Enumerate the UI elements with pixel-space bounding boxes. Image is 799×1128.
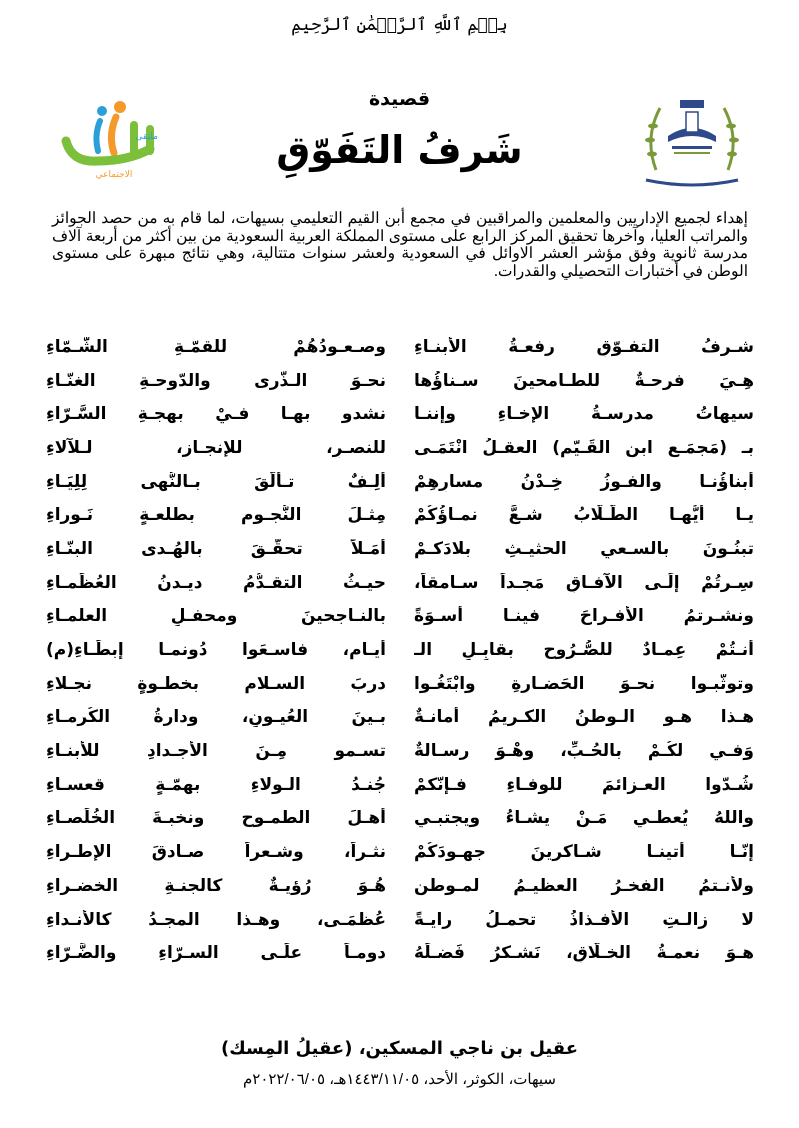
verse [40,330,760,364]
verse-second-half: هُـوَ رُؤيـةٌ كالجنـةِ الخضـراءِ [46,875,386,896]
verse-second-half: عُظمَـى، وهـذا المجـدُ كالأنـداءِ [46,909,386,930]
verse [40,869,760,903]
verse [40,667,760,701]
verse-first-half: وَفـي لكُـمْ بالحُـبِّ، وهْـوَ رسـالةٌ [414,741,754,762]
verse-first-half: أنـتُمْ عِمـادٌ للصُّـرُوحِ بقابِـلِ الـ [414,640,754,661]
verse-second-half: جُنـدُ الـولاءِ بهمّـةٍ قعسـاءِ [46,774,386,795]
verse-first-half: إنّـا أتينـا شـاكرينَ جهـودَكُمْ [414,842,754,863]
verse [40,768,760,802]
verse-second-half: حيـثُ التقـدُّمُ ديـدنُ العُظَمـاءِ [46,572,386,593]
verse-first-half: سِـرتُمْ إلَـى الآفـاقِ مَجـداً سـامقاً، [414,572,754,593]
verse-second-half: تسـمو مِـنَ الأجـدادِ للأبنـاءِ [46,741,386,762]
verse-second-half: نثـراً، وشـعراً صـادقَ الإطـراءِ [46,842,386,863]
verse-first-half: وتوثّبـوا نحـوَ الحَضـارةِ وابْتَغُـوا [414,673,754,694]
verse-second-half: دومـاً علَـى السـرّاءِ والضَّـرّاءِ [46,943,386,964]
date-line: سيهات، الكوثر، الأحد، ١٤٤٣/١١/٠٥هـ، ٢٠٢٢/٠٦/٠٥م [242,1071,557,1088]
verse-second-half: أيـامِ، فاسـعَوا دُونمـا إبطَـاءِ(م) [46,640,386,661]
verse-first-half: هـوَ نعمـةُ الخـلّاقِ، نَشـكرُ فَضـلَهُ [414,943,754,964]
verse-first-half: شُـدّوا العـزائمَ للوفـاءِ فـإنّكمْ [414,774,754,795]
verse-second-half: مِثـلَ النُّجـومِ بطلعـةٍ نَـوراءِ [46,505,386,526]
verse [40,465,760,499]
verse-second-half: للنصـرِ، للإنجـازِ، لـلآلاءِ [46,437,386,458]
verse-second-half: بالنـاجحينَ ومحفـلِ العلمـاءِ [46,606,386,627]
verse [40,498,760,532]
verse-second-half: وصـعـودُهُمْ للقمّـةِ الشَّـمّاءِ [46,336,386,357]
verse-first-half: تبنُـونَ بالسـعيِ الحثيـثِ بلادَكـمْ [414,538,754,559]
verse-first-half: يـا أيُّهـا الطُّـلّابُ شـعَّ نمـاؤُكُمْ [414,505,754,526]
verse-first-half: بـ (مَجمَـعِ ابنِ القَـيّمِ) العقـلُ انْتَمَـى [414,437,754,458]
verse-first-half: واللهُ يُعطـي مَـنْ يشـاءُ ويجتبـي [414,808,754,829]
verse [40,903,760,937]
logo-left-line1: ملتقى [135,132,158,142]
verse-second-half: بـينَ العُيـونِ، ودارةُ الكُرمـاءِ [46,707,386,728]
verse-first-half: لا زالـتِ الأفـذاذُ تحمـلُ رايـةً [414,909,754,930]
poem-body [40,330,760,970]
verse-second-half: أمَـلاً تحقّـقَ بالهُـدى البنّـاءِ [46,538,386,559]
verse-first-half: سيهاتُ مدرسـةُ الإخـاءِ وإننـا [414,404,754,425]
verse-first-half: شـرفُ التفـوّقِ رفعـةُ الأبنـاءِ [414,336,754,357]
verse [40,397,760,431]
verse [40,936,760,970]
verse-first-half: ونشـرتمُ الأفـراحَ فينـا أُسـوَةً [414,606,754,627]
basmala: بِسۡمِ ٱللَّهِ ٱلرَّحۡمَٰنِ ٱلرَّحِيمِ [291,15,508,35]
verse [40,734,760,768]
verse-first-half: هِـيَ فرحـةٌ للطـامحينَ سـناؤُها [414,370,754,391]
verse [40,532,760,566]
verse-first-half: هـذا هـو الـوطنُ الكـريمُ أمانـةٌ [414,707,754,728]
verse [40,835,760,869]
logo-left-line3: الاجتماعي [95,170,133,180]
verse-second-half: أهـلَ الطمـوحِ ونخبـةَ الخُلَصـاءِ [46,808,386,829]
verse [40,364,760,398]
verse-second-half: نحـوَ الـذُّرى والدّوحـةِ الغنّـاءِ [46,370,386,391]
verse [40,566,760,600]
verse [40,802,760,836]
verse [40,431,760,465]
verse [40,600,760,634]
verse [40,701,760,735]
verse-first-half: أبناؤُنـا والفـوزُ خِـدْنُ مسارِهِمْ [414,471,754,492]
poem-label: قصيدة [368,88,431,110]
verse [40,633,760,667]
verse-second-half: نشدو بهـا فـيْ بهجـةِ السَّـرّاءِ [46,404,386,425]
poet-name: عقيل بن ناجي المسكين، (عقيلُ المِسك) [220,1038,578,1059]
verse-second-half: دربَ السـلامِ بخطـوةٍ نجـلاءِ [46,673,386,694]
dedication-text: إهداء لجميع الإداريين والمعلمين والمراقبين في مجمع أبن القيم التعليمي بسيهات، لما قام به من حصد الجوائز والمراتب العليا، وآخرها تحقيق المركز الرابع على مستوى المملكة العربية السعودية من بين أكثر من أربعة آلاف مدرسة ثانوية وفق مؤشر العشر الاوائل في السعودية ولعشر سنوات متتالية، وهي نتائج مبهرة على مستوى الوطن في أختبارات التحصيلي والقدرات. [52,210,748,280]
verse-first-half: ولأنـتمُ الفخـرُ العظيـمُ لمـوطنٍ [414,875,754,896]
poem-title: شَرفُ التَفَوّقِ [276,128,523,172]
verse-second-half: ألِـفٌ تـألّقَ بـالنُّهى لِلِيَـاءِ [46,471,386,492]
